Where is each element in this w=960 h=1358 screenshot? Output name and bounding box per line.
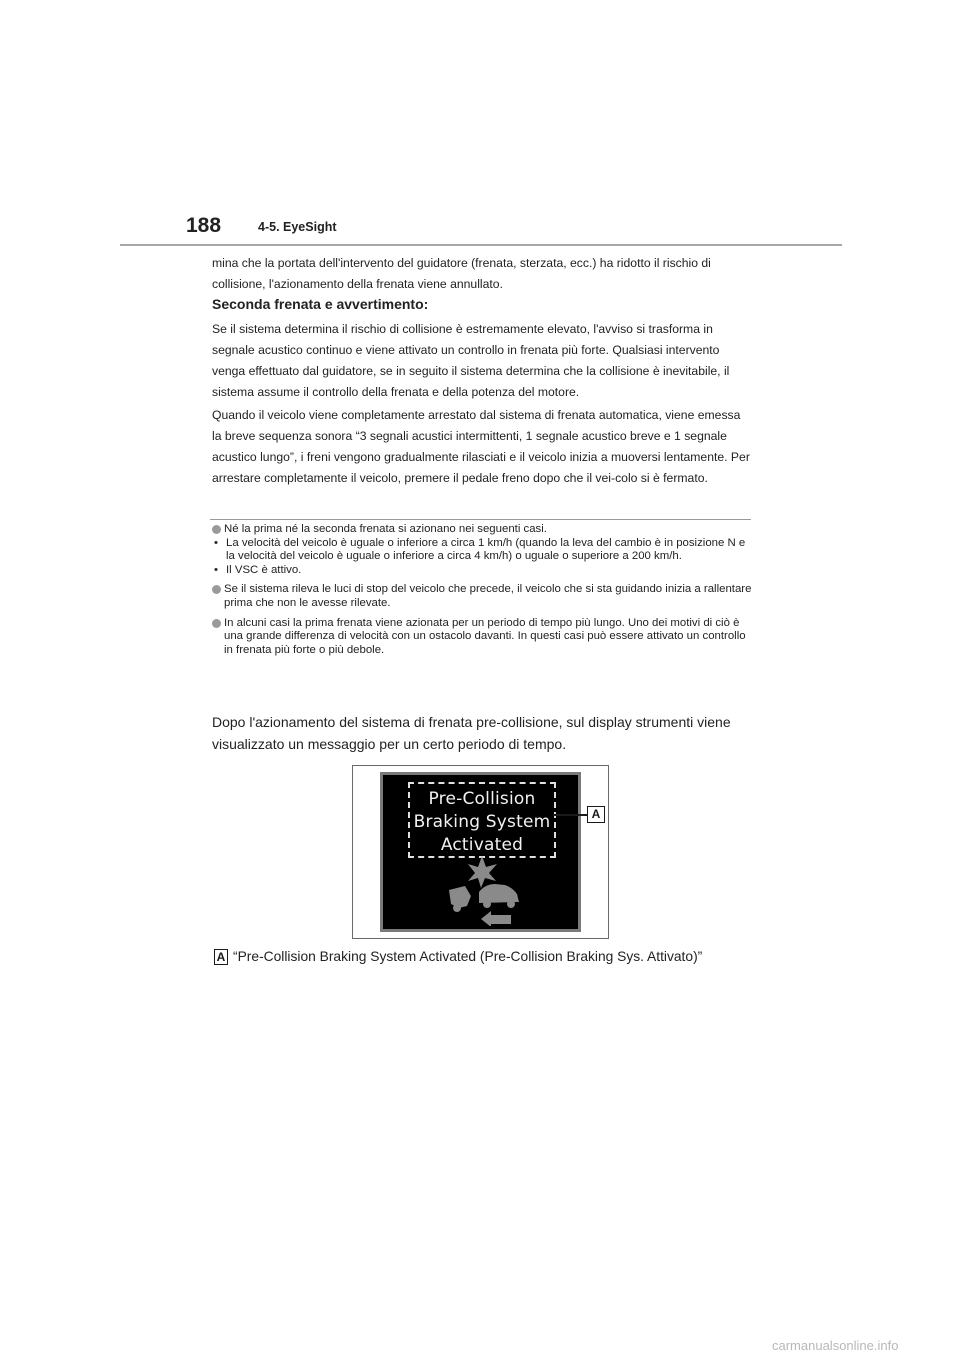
instrument-display: [380, 772, 581, 932]
subheading: Seconda frenata e avvertimento:: [212, 296, 429, 312]
note-subitem: [212, 564, 752, 578]
note-text: Né la prima né la seconda frenata si azionano nei seguenti casi.: [224, 523, 547, 535]
header-divider: [120, 244, 842, 246]
note-bullet-icon: [212, 585, 221, 594]
sub-bullet-icon: •: [214, 536, 218, 549]
note-text: Se il sistema rileva le luci di stop del veicolo che precede, il veicolo che si sta guidando inizia a rallentare prima che non le avesse rilevate.: [224, 583, 752, 609]
figure-caption: “Pre-Collision Braking System Activated (Pre-Collision Braking Sys. Attivato)”: [233, 949, 703, 964]
car-wheel-icon: [507, 900, 515, 908]
section-title: 4-5. EyeSight: [258, 220, 337, 234]
message-line: Braking System: [413, 812, 551, 832]
note-subitem-text: Il VSC è attivo.: [226, 563, 302, 576]
caption-label: A: [214, 949, 228, 965]
notes-divider: [210, 519, 751, 520]
callout-label: A: [587, 806, 605, 823]
notes-section: [212, 523, 752, 663]
page-number: 188: [186, 214, 222, 237]
note-subitem: [212, 537, 752, 564]
note-text: In alcuni casi la prima frenata viene azionata per un periodo di tempo più lungo. Uno dei motivi di ciò è una grande differenza di velocità con un ostacolo davanti. In questi casi può essere attivato un controllo in frenata più forte o più debole.: [224, 616, 746, 656]
message-line: Activated: [440, 835, 524, 855]
watermark: carmanualsonline.info: [772, 1338, 899, 1353]
figure-frame: [352, 765, 609, 939]
paragraph-vehicle-stop: Quando il veicolo viene completamente arrestato dal sistema di frenata automatica, viene emessa la breve sequenza sonora “3 segnali acustici intermittenti, 1 segnale acustico breve e 1 segnale acustico lungo”, i freni vengono gradualmente rilasciati e il veicolo inizia a muoversi lentamente. Per arrestare completamente il veicolo, premere il pedale freno dopo che il vei-colo si è fermato.: [212, 408, 750, 485]
impact-star-icon: [468, 856, 497, 888]
car-icon: [479, 884, 519, 903]
pedestrian-icon: [449, 886, 471, 908]
message-box: [408, 782, 556, 858]
display-intro: Dopo l'azionamento del sistema di frenata pre-collisione, sul display strumenti viene visualizzato un messaggio per un certo periodo di tempo.: [212, 714, 731, 752]
message-line: Pre-Collision: [428, 789, 536, 809]
note-subitem-text: La velocità del veicolo è uguale o inferiore a circa 1 km/h (quando la leva del cambio è in posizione N e la velocità del veicolo è uguale o inferiore a circa 4 km/h) o uguale o superiore a 200 km/h.: [226, 536, 746, 563]
note-item: [212, 523, 752, 577]
callout-line: [553, 814, 587, 816]
note-bullet-icon: [212, 619, 221, 628]
pedestrian-wheel-icon: [453, 904, 461, 912]
note-bullet-icon: [212, 525, 221, 534]
arrow-left-icon: [481, 911, 511, 926]
collision-warning-icon: [435, 856, 525, 926]
sub-bullet-icon: •: [214, 563, 218, 576]
note-item: [212, 617, 752, 658]
car-wheel-icon: [483, 900, 491, 908]
paragraph-continuation: mina che la portata dell'intervento del guidatore (frenata, sterzata, ecc.) ha ridotto il rischio di collisione, l'azionamento della frenata viene annullato.: [212, 256, 711, 291]
note-item: [212, 583, 752, 610]
paragraph-second-braking: Se il sistema determina il rischio di collisione è estremamente elevato, l'avviso si trasforma in segnale acustico continuo e viene attivato un controllo in frenata più forte. Qualsiasi intervento venga effettuato dal guidatore, se in seguito il sistema determina che la collisione è inevitabile, il sistema assume il controllo della frenata e della potenza del motore.: [212, 322, 730, 399]
